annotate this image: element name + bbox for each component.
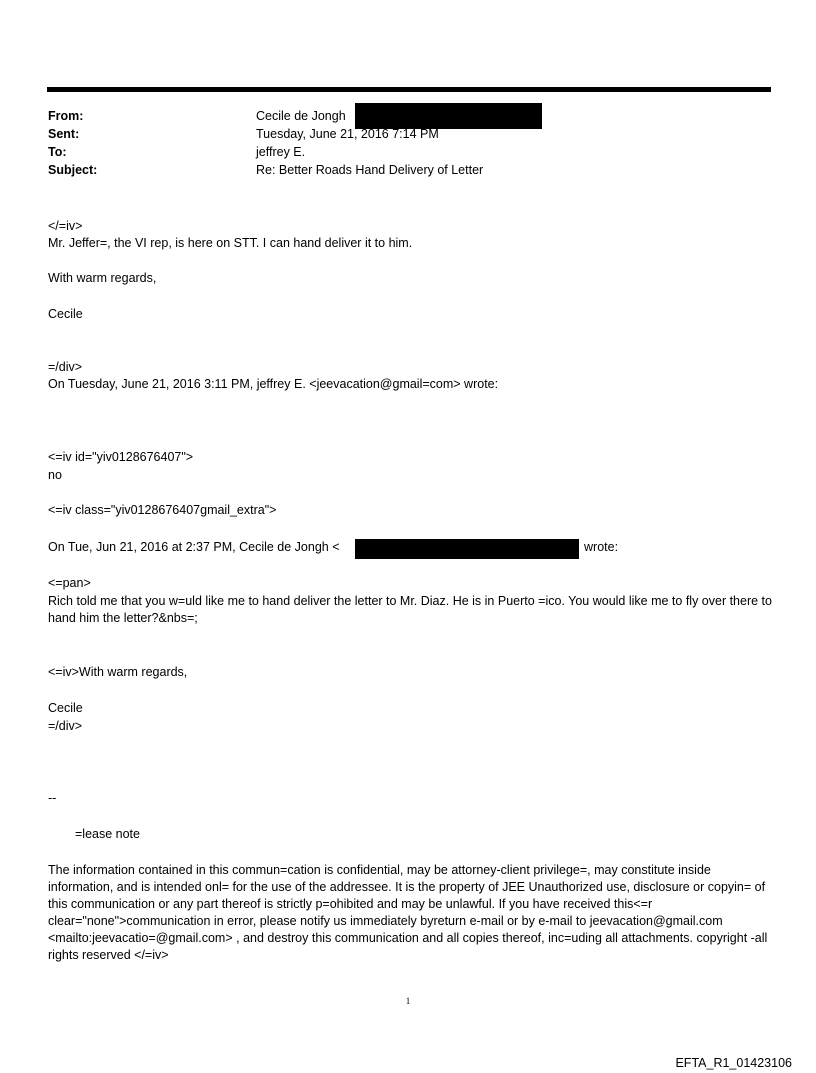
subject-label: Subject:	[48, 163, 98, 177]
sent-value: Tuesday, June 21, 2016 7:14 PM	[256, 127, 439, 141]
body-line: <=pan>	[48, 576, 91, 590]
body-line: no	[48, 468, 62, 482]
body-line: <=iv id="yiv0128676407">	[48, 450, 194, 464]
to-value: jeffrey E.	[256, 145, 306, 159]
message-paragraph: Rich told me that you w=uld like me to hand deliver the letter to Mr. Diaz. He is in Puerto =ico. You would like me to fly over there to hand him the letter?&nbs=;	[48, 594, 772, 625]
quote-header: On Tue, Jun 21, 2016 at 2:37 PM, Cecile de Jongh <	[48, 540, 340, 554]
body-line: </=iv>	[48, 219, 83, 233]
separator-text: --	[48, 791, 57, 805]
sent-label: Sent:	[48, 127, 80, 141]
disclaimer-paragraph: The information contained in this commun=cation is confidential, may be attorney-client privilege=, may constitute inside information, and is intended onl= for the use of the addressee. It is the property of JEE Unauthorized use, disclosure or copyin= of this communication or any part thereof is strictly p=ohibited and may be unlawful. If you have received this<=r clear="none">communication in error, please notify us immediately byreturn e-mail or by e-mail to jeevacation@gmail.com <mailto:jeevacatio=@gmail.com> , and destroy this communication and all copies thereof, inc=uding all attachments. copyright -all rights reserved </=iv>	[48, 863, 768, 962]
document-id: EFTA_R1_01423106	[675, 1056, 792, 1070]
body-line: =/div>	[48, 360, 83, 374]
to-label: To:	[48, 145, 67, 159]
from-value: Cecile de Jongh	[256, 109, 346, 123]
header-rule	[47, 87, 771, 92]
from-label: From:	[48, 109, 84, 123]
page-number: 1	[405, 996, 411, 1006]
signoff: With warm regards,	[48, 271, 157, 285]
body-line: Mr. Jeffer=, the VI rep, is here on STT. I can hand deliver it to him.	[48, 236, 413, 250]
signature: Cecile	[48, 701, 83, 715]
redaction-box	[355, 539, 579, 559]
body-line: <=iv class="yiv0128676407gmail_extra">	[48, 503, 277, 517]
quote-header: On Tuesday, June 21, 2016 3:11 PM, jeffrey E. <jeevacation@gmail=com> wrote:	[48, 377, 499, 391]
redaction-box	[355, 103, 542, 129]
subject-value: Re: Better Roads Hand Delivery of Letter	[256, 163, 484, 177]
note-heading: =lease note	[75, 827, 140, 841]
body-line: =/div>	[48, 719, 83, 733]
quote-header-wrote: wrote:	[584, 540, 619, 554]
signoff: <=iv>With warm regards,	[48, 665, 188, 679]
signature: Cecile	[48, 307, 83, 321]
